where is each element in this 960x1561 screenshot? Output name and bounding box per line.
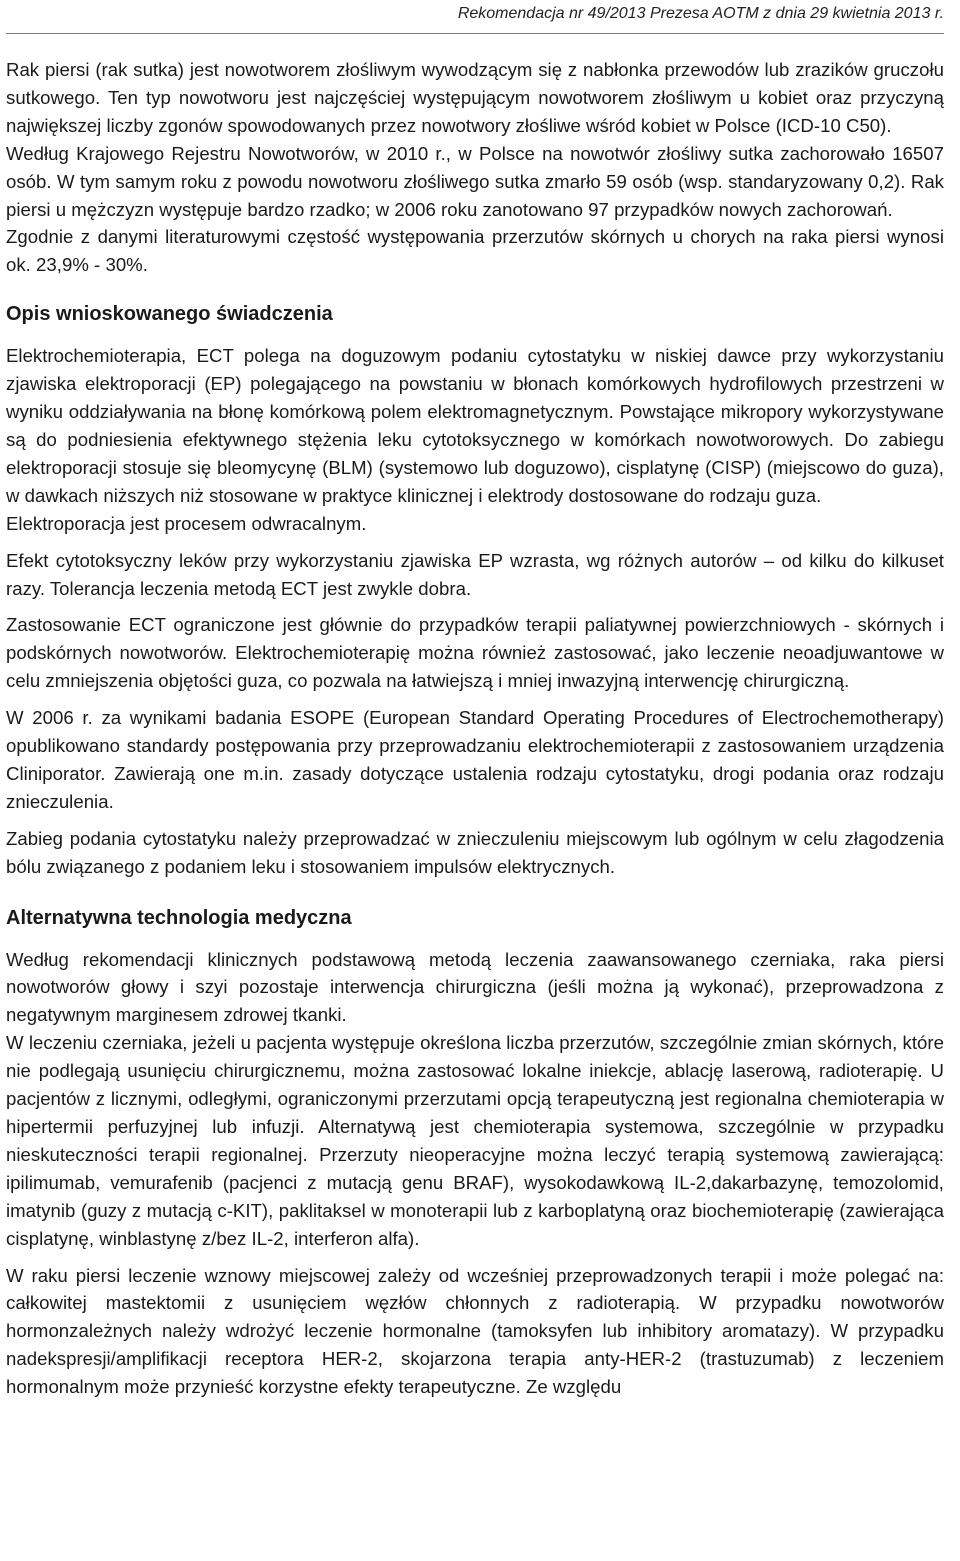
intro-paragraph-3: Zgodnie z danymi literaturowymi częstość występowania przerzutów skórnych u chorych na raka piersi wynosi ok. 23,9% - 30%. — [6, 226, 944, 276]
procedure-paragraph-3: Efekt cytotoksyczny leków przy wykorzystaniu zjawiska EP wzrasta, wg różnych autorów – od kilku do kilkuset razy. Tolerancja leczenia metodą ECT jest zwykle dobra. — [6, 549, 944, 599]
alternative-paragraph-3: W raku piersi leczenie wznowy miejscowej zależy od wcześniej przeprowadzonych terapii i może polegać na: całkowitej mastektomii z usunięciem węzłów chłonnych z radioterapią. W przypadku nowotworów hormonzależnych należy wdrożyć leczenie hormonalne (tamoksyfen lub inhibitory aromatazy). W przypadku nadekspresji/amplifikacji receptora HER-2, skojarzona terapia anty-HER-2 (trastuzumab) z leczeniem hormonalnym może przynieść korzystne efekty terapeutyczne. Ze względu — [6, 1264, 944, 1398]
page-header: Rekomendacja nr 49/2013 Prezesa AOTM z dnia 29 kwietnia 2013 r. — [6, 0, 944, 34]
section-heading-alternative: Alternatywna technologia medyczna — [6, 906, 352, 929]
alternative-paragraph-1: Według rekomendacji klinicznych podstawową metodą leczenia zaawansowanego czerniaka, raka piersi nowotworów głowy i szyi pozostaje interwencja chirurgiczna (jeśli można ją wykonać), przeprowadzona z negatywnym marginesem zdrowej tkanki. — [6, 948, 944, 1026]
section-heading-procedure: Opis wnioskowanego świadczenia — [6, 303, 333, 326]
intro-paragraph-2: Według Krajowego Rejestru Nowotworów, w 2010 r., w Polsce na nowotwór złośliwy sutka zachorowało 16507 osób. W tym samym roku z powodu nowotworu złośliwego sutka zmarło 59 osób (wsp. standaryzowany 0,2). Rak piersi u mężczyzn występuje bardzo rzadko; w 2006 roku zanotowano 97 przypadków nowych zachorowań. — [6, 142, 944, 220]
procedure-paragraph-1: Elektrochemioterapia, ECT polega na doguzowym podaniu cytostatyku w niskiej dawce przy wykorzystaniu zjawiska elektroporacji (EP) polegającego na powstaniu w błonach komórkowych hydrofilowych przestrzeni w wyniku oddziaływania na błonę komórkową polem elektromagnetycznym. Powstające mikropory wykorzystywane są do podniesienia efektywnego stężenia leku cytotoksycznego w komórkach nowotworowych. Do zabiegu elektroporacji stosuje się bleomycynę (BLM) (systemowo lub doguzowo), cisplatynę (CISP) (miejscowo do guza), w dawkach niższych niż stosowane w praktyce klinicznej i elektrody dostosowane do rodzaju guza. — [6, 345, 944, 506]
procedure-paragraph-5: W 2006 r. za wynikami badania ESOPE (European Standard Operating Procedures of Electrochemotherapy) opublikowano standardy postępowania przy przeprowadzaniu elektrochemioterapii z zastosowaniem urządzenia Cliniporator. Zawierają one m.in. zasady dotyczące ustalenia rodzaju cytostatyku, drogi podania oraz rodzaju znieczulenia. — [6, 707, 944, 812]
procedure-paragraph-4: Zastosowanie ECT ograniczone jest głównie do przypadków terapii paliatywnej powierzchniowych - skórnych i podskórnych nowotworów. Elektrochemioterapię można również zastosować, jako leczenie neoadjuwantowe w celu zmniejszenia objętości guza, co pozwala na łatwiejszą i mniej inwazyjną interwencję chirurgiczną. — [6, 614, 944, 692]
procedure-paragraph-6: Zabieg podania cytostatyku należy przeprowadzać w znieczuleniu miejscowym lub ogólnym w celu złagodzenia bólu związanego z podaniem leku i stosowaniem impulsów elektrycznych. — [6, 827, 944, 877]
procedure-paragraph-2: Elektroporacja jest procesem odwracalnym. — [6, 512, 367, 534]
document-body — [6, 34, 944, 1401]
alternative-paragraph-2: W leczeniu czerniaka, jeżeli u pacjenta występuje określona liczba przerzutów, szczególnie zmian skórnych, które nie podlegają usunięciu chirurgicznemu, można zastosować lokalne iniekcje, ablację laserową, radioterapię. U pacjentów z licznymi, odległymi, ograniczonymi przerzutami opcją terapeutyczną jest regionalna chemioterapia w hipertermii perfuzyjnej lub infuzji. Alternatywą jest chemioterapia systemowa, szczególnie w przypadku nieskuteczności terapii regionalnej. Przerzuty nieoperacyjne można leczyć terapią systemową zawierającą: ipilimumab, vemurafenib (pacjenci z mutacją genu BRAF), wysokodawkową IL-2,dakarbazynę, temozolomid, imatynib (guzy z mutacją c-KIT), paklitaksel w monoterapii lub z karboplatyną oraz biochemioterapię (zawierająca cisplatynę, winblastynę z/bez IL-2, interferon alfa). — [6, 1032, 944, 1249]
intro-paragraph-1: Rak piersi (rak sutka) jest nowotworem złośliwym wywodzącym się z nabłonka przewodów lub zrazików gruczołu sutkowego. Ten typ nowotworu jest najczęściej występującym nowotworem złośliwym u kobiet oraz przyczyną największej liczby zgonów spowodowanych przez nowotwory złośliwe wśród kobiet w Polsce (ICD-10 C50). — [6, 59, 944, 136]
